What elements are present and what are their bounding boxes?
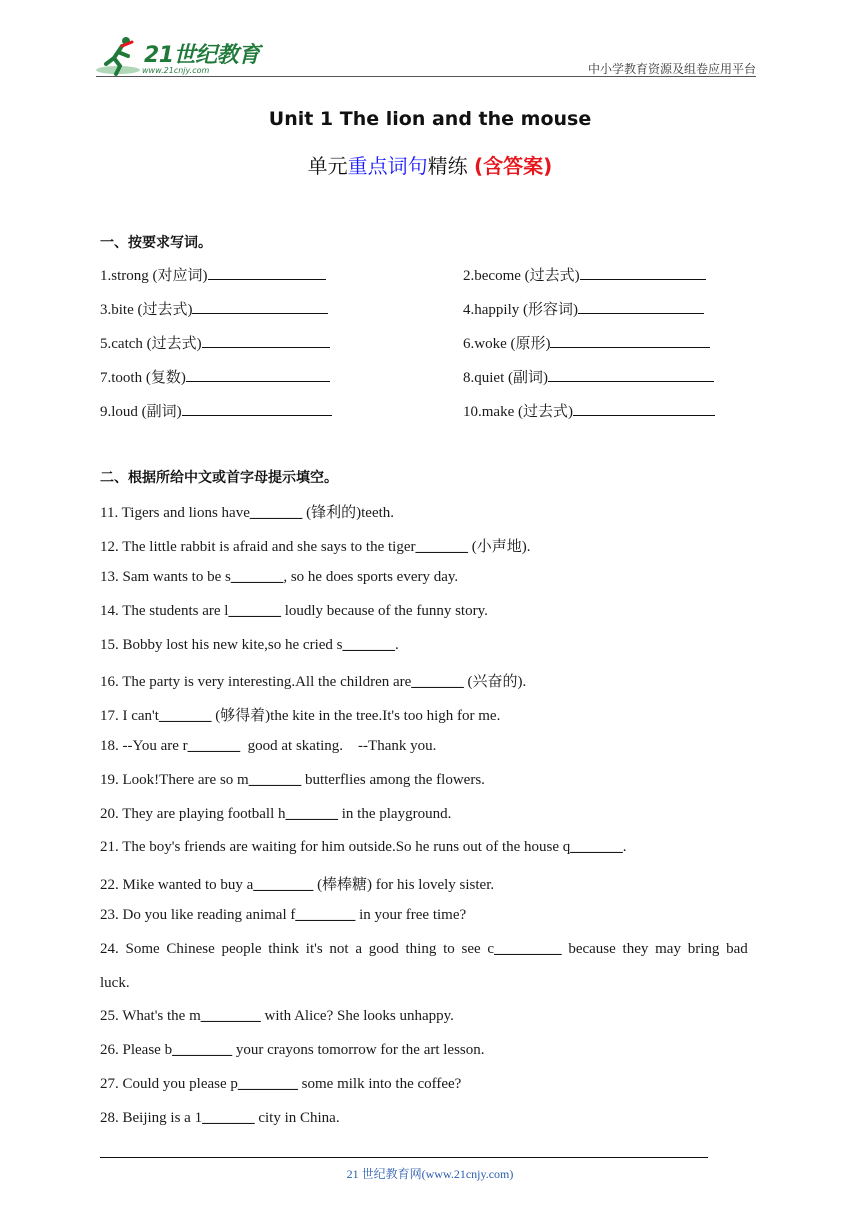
- answer-blank[interactable]: [192, 299, 328, 314]
- word-prompt: 2.become (过去式): [463, 268, 580, 284]
- word-prompt: 8.quiet (副词): [463, 370, 548, 386]
- answer-blank[interactable]: [186, 367, 330, 382]
- question-14: 14. The students are l_______ loudly because of the funny story.: [100, 603, 488, 619]
- page-subtitle: [0, 150, 860, 179]
- answer-blank[interactable]: _______: [415, 539, 468, 555]
- word-item-1: [100, 264, 326, 285]
- platform-label: 中小学教育资源及组卷应用平台: [587, 62, 756, 76]
- answer-blank[interactable]: [202, 333, 330, 348]
- word-item-10: [463, 400, 715, 421]
- question-13: 13. Sam wants to be s_______, so he does sports every day.: [100, 569, 459, 585]
- answer-blank[interactable]: ________: [200, 1008, 261, 1024]
- question-22: 22. Mike wanted to buy a________ (棒棒糖) for his lovely sister.: [100, 877, 495, 893]
- word-item-2: [463, 264, 706, 285]
- question-16: 16. The party is very interesting.All the children are_______ (兴奋的).: [100, 674, 527, 690]
- word-prompt: 4.happily (形容词): [463, 302, 578, 318]
- question-17: 17. I can't_______ (够得着)the kite in the tree.It's too high for me.: [100, 708, 501, 724]
- word-item-9: [100, 400, 332, 421]
- question-19: 19. Look!There are so m_______ butterflies among the flowers.: [100, 772, 485, 788]
- question-12: 12. The little rabbit is afraid and she says to the tiger_______ (小声地).: [100, 539, 531, 555]
- word-prompt: 6.woke (原形): [463, 336, 551, 352]
- logo-text: 21世纪教育: [144, 43, 260, 68]
- footer-link[interactable]: 21 世纪教育网(www.21cnjy.com): [346, 1167, 514, 1181]
- answer-blank[interactable]: _______: [202, 1110, 255, 1126]
- question-20: 20. They are playing football h_______ in the playground.: [100, 806, 452, 822]
- section2-heading: 二、根据所给中文或首字母提示填空。: [100, 470, 338, 486]
- word-item-3: [100, 298, 328, 319]
- subtitle-part3: 精练: [427, 154, 468, 178]
- question-21: 21. The boy's friends are waiting for him outside.So he runs out of the house q_______.: [100, 839, 627, 855]
- header-divider: [96, 76, 756, 77]
- word-prompt: 1.strong (对应词): [100, 268, 208, 284]
- word-item-4: [463, 298, 704, 319]
- word-item-5: [100, 332, 330, 353]
- word-item-6: [463, 332, 710, 353]
- runner-logo-icon: [96, 34, 144, 78]
- answer-blank[interactable]: ________: [295, 907, 356, 923]
- question-23: 23. Do you like reading animal f________ in your free time?: [100, 907, 467, 923]
- answer-blank[interactable]: _______: [230, 569, 284, 585]
- word-prompt: 9.loud (副词): [100, 404, 182, 420]
- answer-blank[interactable]: [573, 401, 715, 416]
- answer-blank[interactable]: _______: [285, 806, 339, 822]
- question-25: 25. What's the m________ with Alice? She looks unhappy.: [100, 1008, 454, 1024]
- subtitle-part1: 单元: [307, 154, 348, 178]
- word-prompt: 7.tooth (复数): [100, 370, 186, 386]
- footer-divider: [100, 1157, 708, 1158]
- logo-url: www.21cnjy.com: [142, 66, 210, 75]
- subtitle-part4: (含答案): [474, 154, 553, 178]
- word-prompt: 3.bite (过去式): [100, 302, 193, 318]
- word-item-8: [463, 366, 714, 387]
- logo: [96, 34, 266, 78]
- question-27: 27. Could you please p________ some milk into the coffee?: [100, 1076, 462, 1092]
- answer-blank[interactable]: _______: [248, 772, 302, 788]
- word-item-7: [100, 366, 330, 387]
- answer-blank[interactable]: _________: [494, 941, 562, 957]
- section1-heading: 一、按要求写词。: [100, 235, 212, 251]
- answer-blank[interactable]: ________: [253, 877, 314, 893]
- word-prompt: 5.catch (过去式): [100, 336, 202, 352]
- answer-blank[interactable]: [208, 265, 326, 280]
- question-11: 11. Tigers and lions have_______ (锋利的)teeth.: [100, 505, 395, 521]
- subtitle-part2: 重点词句: [347, 154, 428, 178]
- page-title: Unit 1 The lion and the mouse: [268, 108, 592, 130]
- answer-blank[interactable]: _______: [411, 674, 464, 690]
- question-15: 15. Bobby lost his new kite,so he cried s_______.: [100, 637, 399, 653]
- answer-blank[interactable]: ________: [172, 1042, 233, 1058]
- answer-blank[interactable]: [548, 367, 714, 382]
- answer-blank[interactable]: _______: [570, 839, 623, 855]
- answer-blank[interactable]: [182, 401, 332, 416]
- answer-blank[interactable]: _______: [158, 708, 212, 724]
- answer-blank[interactable]: [580, 265, 706, 280]
- answer-blank[interactable]: _______: [228, 603, 281, 619]
- answer-blank[interactable]: [550, 333, 710, 348]
- question-24: 24. Some Chinese people think it's not a good thing to see c_________ because they may bring bad: [100, 941, 748, 957]
- question-18: 18. --You are r_______ good at skating. --Thank you.: [100, 738, 437, 754]
- answer-blank[interactable]: _______: [187, 738, 241, 754]
- answer-blank[interactable]: [578, 299, 704, 314]
- answer-blank[interactable]: _______: [249, 505, 303, 521]
- question-28: 28. Beijing is a 1_______ city in China.: [100, 1110, 340, 1126]
- word-prompt: 10.make (过去式): [463, 404, 573, 420]
- question-26: 26. Please b________ your crayons tomorrow for the art lesson.: [100, 1042, 485, 1058]
- question-24-continued: luck.: [100, 975, 130, 991]
- answer-blank[interactable]: _______: [342, 637, 395, 653]
- answer-blank[interactable]: ________: [237, 1076, 298, 1092]
- page-header: [96, 30, 756, 80]
